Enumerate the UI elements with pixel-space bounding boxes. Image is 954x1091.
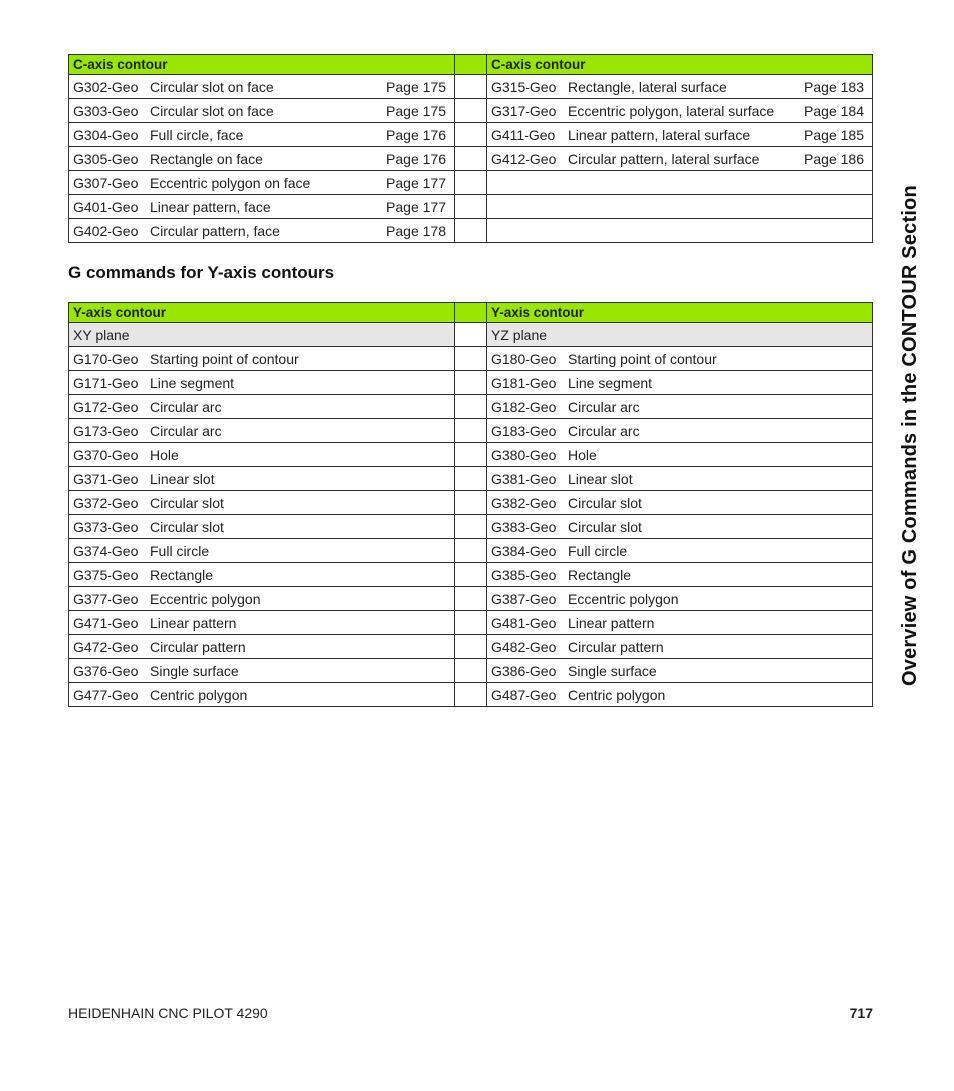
command-description: Linear pattern [150,614,237,631]
command-description: Eccentric polygon on face [150,174,311,191]
command-cell [487,371,873,395]
page-reference: Page 175 [386,102,446,119]
command-cell [69,587,455,611]
y-axis-right-header: Y-axis contour [487,303,873,323]
command-cell [487,99,873,123]
g-code: G373-Geo [73,518,139,535]
command-cell [69,635,455,659]
gap-cell [455,99,487,123]
command-cell [487,587,873,611]
command-cell [69,419,455,443]
g-code: G386-Geo [491,662,557,679]
table-row [69,75,873,99]
command-description: Circular arc [150,422,222,439]
table-row [69,659,873,683]
command-cell [487,419,873,443]
g-code: G173-Geo [73,422,139,439]
command-description: Line segment [568,374,653,391]
g-code: G380-Geo [491,446,557,463]
table-row [69,635,873,659]
gap-cell [455,683,487,707]
command-description: Linear pattern, lateral surface [568,126,751,143]
command-cell [487,539,873,563]
g-code: G305-Geo [73,150,139,167]
g-code: G377-Geo [73,590,139,607]
gap-cell [455,443,487,467]
gap-cell [455,467,487,491]
command-cell [487,491,873,515]
g-code: G374-Geo [73,542,139,559]
table-row [69,563,873,587]
g-code: G482-Geo [491,638,557,655]
gap-cell [455,75,487,99]
footer-page-number: 717 [849,1005,873,1021]
command-description: Hole [150,446,179,463]
page-reference: Page 185 [804,126,864,143]
table-row [69,99,873,123]
command-description: Full circle, face [150,126,244,143]
command-cell [69,123,455,147]
g-code: G182-Geo [491,398,557,415]
command-cell [69,99,455,123]
g-code: G376-Geo [73,662,139,679]
command-cell [69,347,455,371]
page-reference: Page 184 [804,102,864,119]
table-row [69,515,873,539]
side-section-title: Overview of G Commands in the CONTOUR Section [899,185,921,686]
g-code: G383-Geo [491,518,557,535]
command-description: Circular slot on face [150,78,274,95]
g-code: G477-Geo [73,686,139,703]
table-row [69,587,873,611]
command-description: Rectangle [568,566,632,583]
command-cell [487,563,873,587]
g-code: G303-Geo [73,102,139,119]
page-reference: Page 186 [804,150,864,167]
command-cell [69,75,455,99]
command-cell [487,515,873,539]
gap-cell [455,371,487,395]
g-code: G181-Geo [491,374,557,391]
g-code: G411-Geo [491,126,556,143]
command-cell [487,395,873,419]
y-axis-left-header: Y-axis contour [69,303,455,323]
page-reference: Page 183 [804,78,864,95]
command-description: Line segment [150,374,235,391]
command-description: Circular pattern, face [150,222,280,239]
command-cell [69,563,455,587]
table-row [69,147,873,171]
g-code: G170-Geo [73,350,139,367]
command-description: Circular pattern [568,638,664,655]
gap-cell [455,195,487,219]
command-description: Linear pattern [568,614,655,631]
command-cell [69,611,455,635]
g-code: G487-Geo [491,686,557,703]
page-reference: Page 178 [386,222,446,239]
command-cell [69,683,455,707]
g-code: G304-Geo [73,126,139,143]
command-description: Rectangle on face [150,150,263,167]
table-row [69,395,873,419]
gap-cell [455,587,487,611]
gap-cell [455,491,487,515]
command-cell [487,659,873,683]
command-cell [487,123,873,147]
command-description: Single surface [568,662,657,679]
table-row [69,539,873,563]
command-description: Linear pattern, face [150,198,271,215]
command-description: Circular slot [150,518,224,535]
table-row [69,171,873,195]
g-code: G412-Geo [491,150,557,167]
g-code: G384-Geo [491,542,557,559]
command-description: Centric polygon [568,686,666,703]
g-code: G315-Geo [491,78,557,95]
page-reference: Page 177 [386,174,446,191]
command-description: Circular arc [150,398,222,415]
page-reference: Page 176 [386,150,446,167]
command-description: Circular slot [568,518,642,535]
plane-row [69,323,873,347]
table-header-row [69,303,873,323]
table-header-row [69,55,873,75]
command-cell [487,467,873,491]
gap-cell [455,303,487,323]
g-code: G401-Geo [73,198,139,215]
table-row [69,683,873,707]
command-description: Linear slot [568,470,633,487]
gap-cell [455,515,487,539]
table-row [69,611,873,635]
c-axis-contour-table [68,54,873,243]
command-description: Starting point of contour [150,350,299,367]
command-cell [69,539,455,563]
command-cell [69,659,455,683]
command-description: Eccentric polygon [568,590,679,607]
g-code: G385-Geo [491,566,557,583]
y-axis-contour-table [68,302,873,707]
command-cell [487,683,873,707]
g-code: G183-Geo [491,422,557,439]
command-cell [487,347,873,371]
table-row [69,195,873,219]
g-code: G371-Geo [73,470,139,487]
g-code: G302-Geo [73,78,139,95]
command-description: Circular pattern, lateral surface [568,150,760,167]
g-code: G472-Geo [73,638,139,655]
command-cell [69,195,455,219]
c-axis-right-header: C-axis contour [487,55,873,75]
command-description: Centric polygon [150,686,248,703]
g-code: G382-Geo [491,494,557,511]
command-cell [69,395,455,419]
command-cell [69,467,455,491]
command-description: Circular pattern [150,638,246,655]
g-code: G375-Geo [73,566,139,583]
command-cell [69,443,455,467]
command-description: Circular arc [568,422,640,439]
command-description: Circular slot [150,494,224,511]
table-row [69,123,873,147]
command-cell [487,75,873,99]
page-reference: Page 177 [386,198,446,215]
table-row [69,219,873,243]
command-cell [69,219,455,243]
table-row [69,467,873,491]
c-axis-left-header: C-axis contour [69,55,455,75]
g-code: G381-Geo [491,470,557,487]
g-code: G307-Geo [73,174,139,191]
g-code: G317-Geo [491,102,557,119]
gap-cell [455,611,487,635]
gap-cell [455,171,487,195]
command-cell [487,219,873,243]
gap-cell [455,419,487,443]
gap-cell [455,539,487,563]
table-row [69,371,873,395]
gap-cell [455,147,487,171]
gap-cell [455,659,487,683]
command-cell [487,147,873,171]
command-cell [69,147,455,171]
g-code: G372-Geo [73,494,139,511]
gap-cell [455,395,487,419]
g-code: G171-Geo [73,374,139,391]
command-description: Full circle [568,542,628,559]
xy-plane-label: XY plane [69,323,455,347]
command-cell [487,443,873,467]
command-description: Starting point of contour [568,350,717,367]
y-axis-section-heading: G commands for Y-axis contours [68,263,335,282]
table-row [69,347,873,371]
command-cell [69,171,455,195]
command-description: Linear slot [150,470,215,487]
g-code: G370-Geo [73,446,139,463]
g-code: G172-Geo [73,398,139,415]
gap-cell [455,563,487,587]
command-description: Hole [568,446,597,463]
page-reference: Page 175 [386,78,446,95]
command-description: Eccentric polygon [150,590,261,607]
table-row [69,491,873,515]
command-description: Rectangle [150,566,214,583]
command-cell [487,635,873,659]
command-description: Circular slot [568,494,642,511]
g-code: G471-Geo [73,614,139,631]
gap-cell [455,123,487,147]
g-code: G180-Geo [491,350,557,367]
gap-cell [455,635,487,659]
command-cell [69,515,455,539]
command-description: Single surface [150,662,239,679]
gap-cell [455,55,487,75]
gap-cell [455,323,487,347]
gap-cell [455,219,487,243]
command-cell [69,371,455,395]
command-description: Circular slot on face [150,102,274,119]
command-description: Eccentric polygon, lateral surface [568,102,775,119]
command-cell [487,611,873,635]
page-reference: Page 176 [386,126,446,143]
command-description: Rectangle, lateral surface [568,78,727,95]
command-description: Full circle [150,542,210,559]
g-code: G387-Geo [491,590,557,607]
command-description: Circular arc [568,398,640,415]
table-row [69,419,873,443]
command-cell [487,195,873,219]
yz-plane-label: YZ plane [487,323,873,347]
g-code: G481-Geo [491,614,557,631]
command-cell [69,491,455,515]
command-cell [487,171,873,195]
footer-product-name: HEIDENHAIN CNC PILOT 4290 [68,1005,268,1021]
gap-cell [455,347,487,371]
g-code: G402-Geo [73,222,139,239]
table-row [69,443,873,467]
